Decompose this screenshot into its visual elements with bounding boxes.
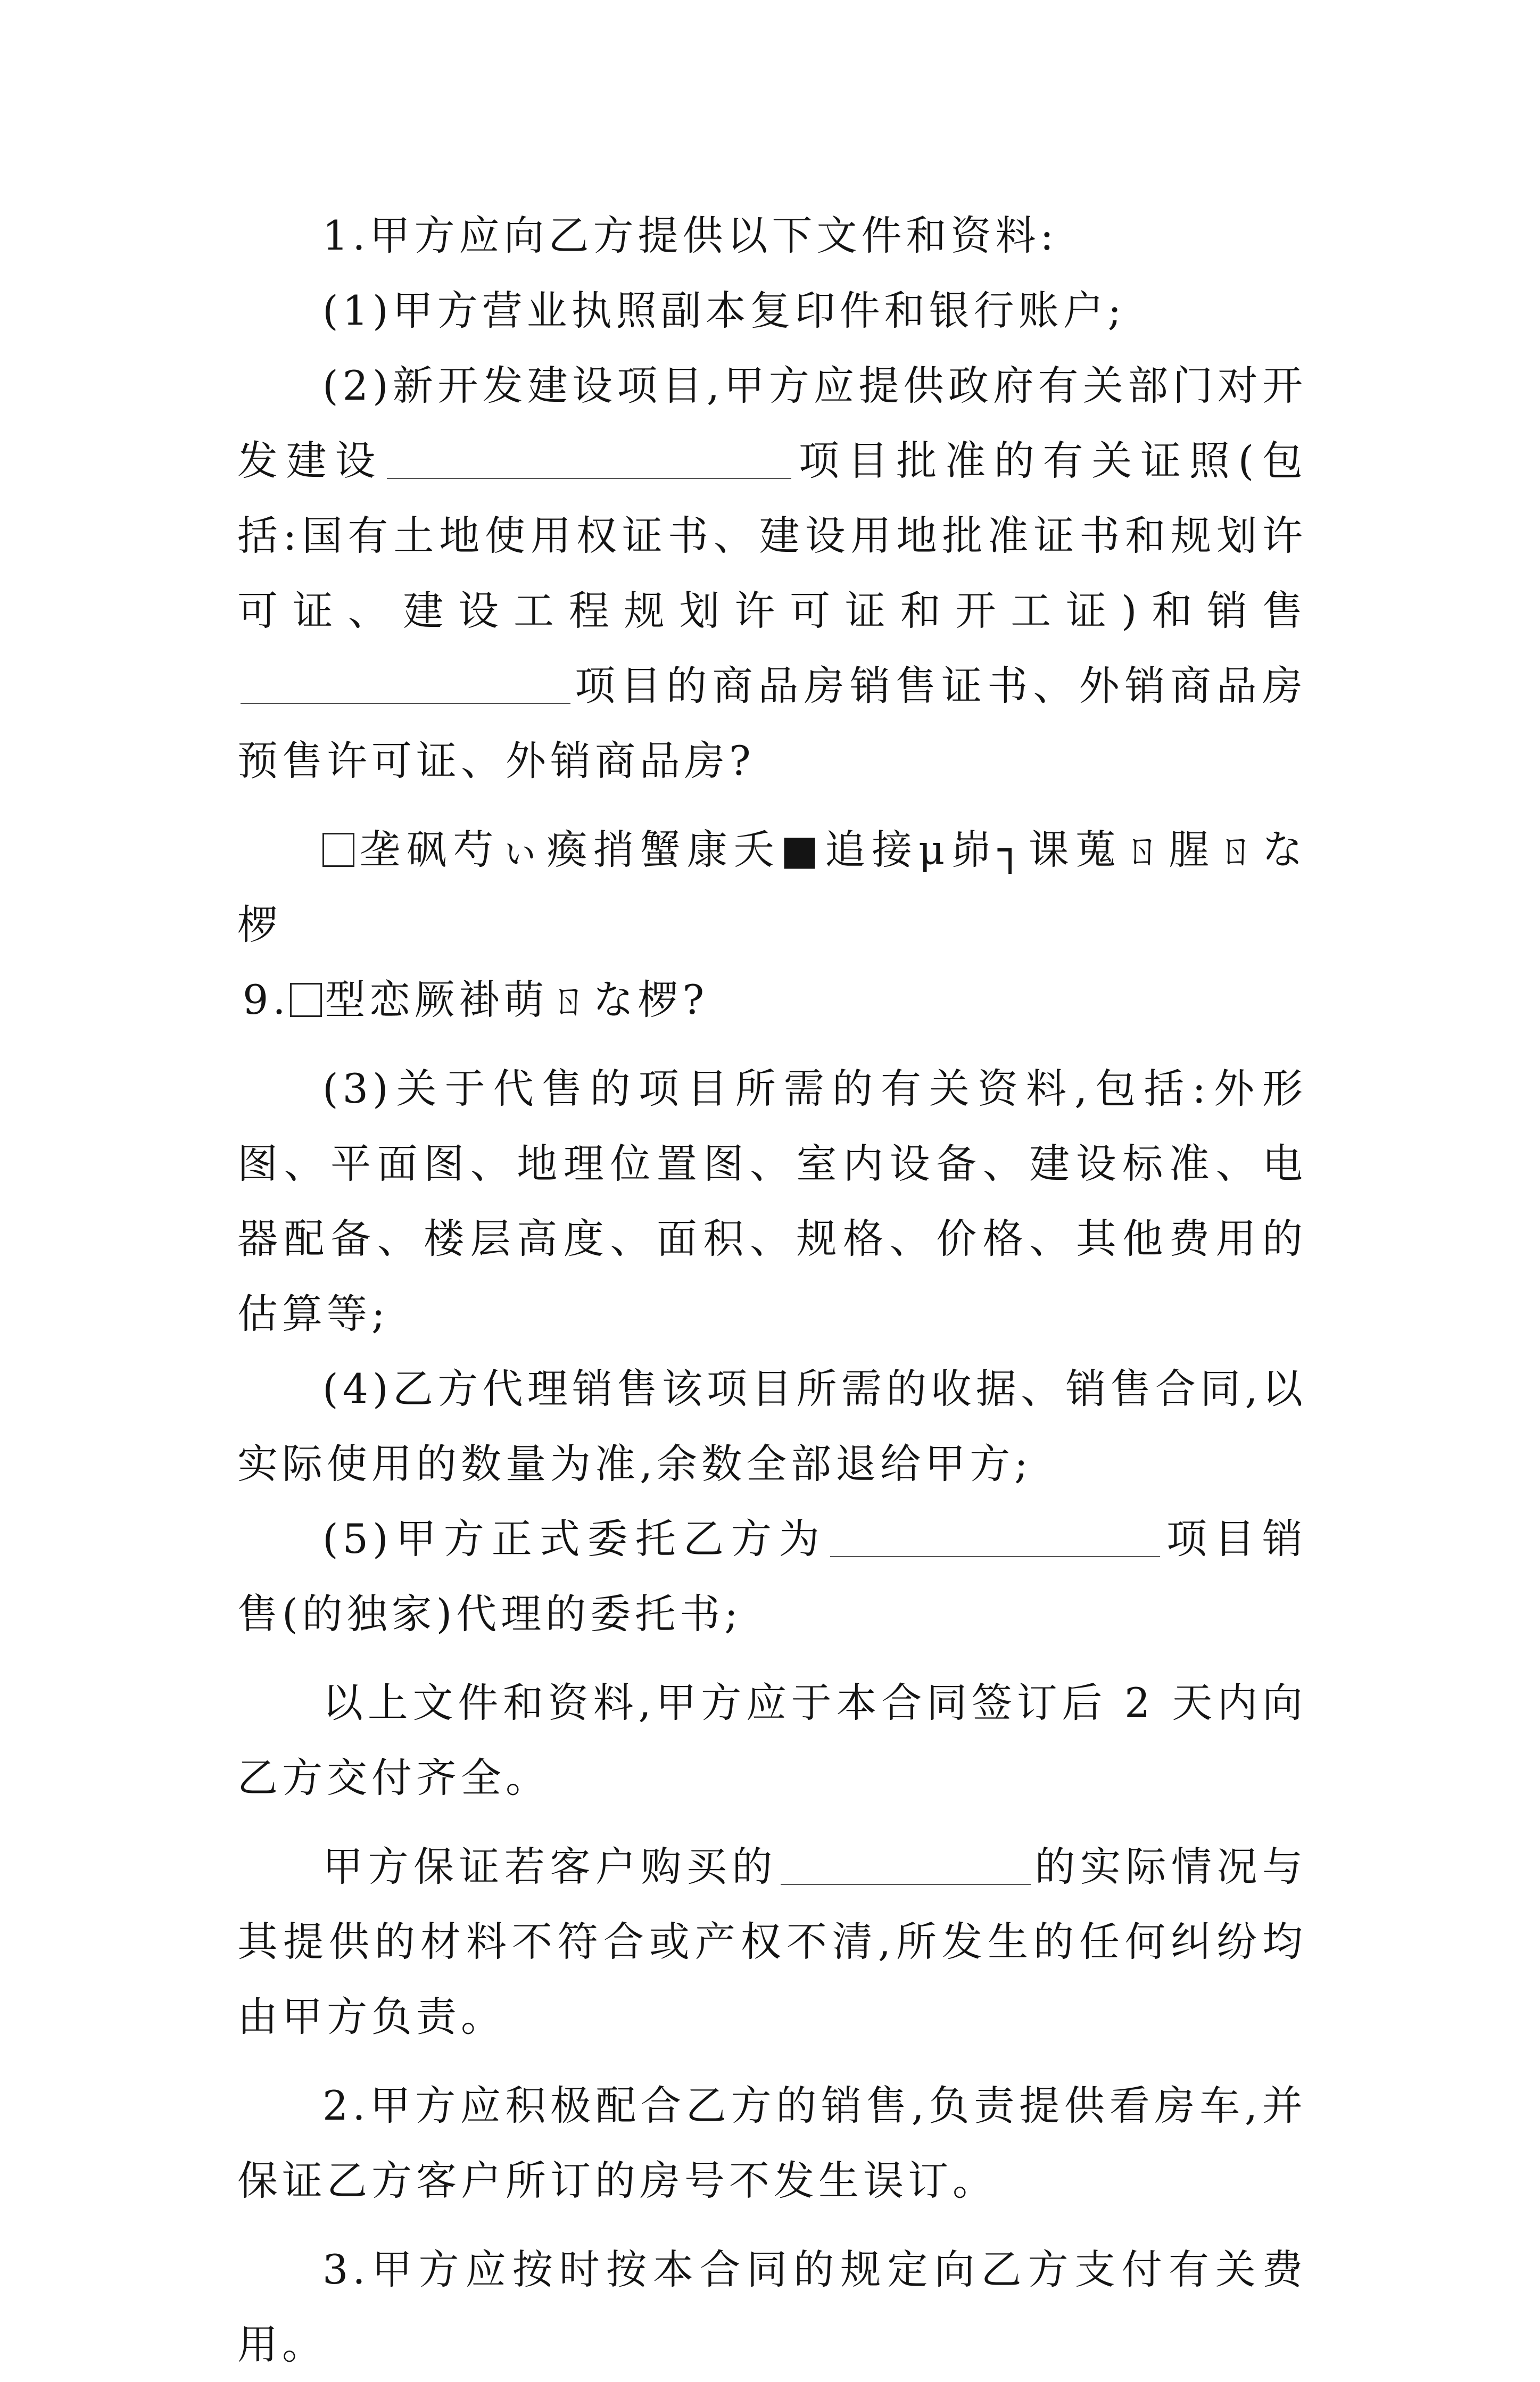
item-5-text-a: (5)甲方正式委托乙方为 (322, 1515, 827, 1562)
item-2-text-c: 项目的商品房销售证书、外销商品房预售许可证、外销商品房? (237, 662, 1307, 784)
item-2-text-b: 项目批准的有关证照(包括:国有土地使用权证书、建设用地批准证书和规划许可证、建设工程规划许可证和开工证)和销售 (237, 437, 1307, 634)
item-2 (237, 348, 1307, 798)
clause-3-text: 3.甲方应按时按本合同的规定向乙方支付有关费用。 (237, 2246, 1307, 2368)
blank-line (387, 441, 791, 479)
item-5-text-b: 项目销售(的独家)代理的委托书; (237, 1515, 1307, 1637)
item-2-text-a: (2)新开发建设项目,甲方应提供政府有关部门对开发建设 (237, 362, 1307, 484)
clause-2 (237, 2068, 1307, 2218)
guarantee-paragraph (237, 1829, 1307, 2054)
garbled-number: 9. (243, 976, 290, 1023)
garbled-text-2: 型恋厥褂萌ㄖな椤? (325, 976, 709, 1023)
blank-line (830, 1519, 1160, 1557)
guarantee-text-a: 甲方保证若客户购买的 (322, 1843, 777, 1890)
item-1-text: (1)甲方营业执照副本复印件和银行账户; (322, 287, 1126, 334)
item-5 (237, 1501, 1307, 1651)
missing-glyph-box (290, 983, 322, 1017)
garbled-line-2 (237, 962, 1307, 1037)
item-3-text: (3)关于代售的项目所需的有关资料,包括:外形图、平面图、地理位置图、室内设备、建设标准、电器配备、楼层高度、面积、规格、价格、其他费用的估算等; (237, 1065, 1307, 1337)
garbled-text: 垄砜芍ぃ瘓捎蟹康夭■追接μ峁┐课蒐ㄖ腥ㄖな椤 (237, 826, 1307, 948)
clause-1-heading (237, 198, 1307, 273)
clause-3 (237, 2232, 1307, 2382)
clause-1-text: 1.甲方应向乙方提供以下文件和资料: (322, 212, 1058, 259)
item-1 (237, 273, 1307, 348)
missing-glyph-box (322, 833, 354, 867)
blank-line (241, 666, 570, 704)
blank-line (781, 1847, 1031, 1885)
item-4 (237, 1351, 1307, 1501)
document-body (237, 198, 1307, 2382)
garbled-line (237, 812, 1307, 962)
delivery-text: 以上文件和资料,甲方应于本合同签订后 2 天内向乙方交付齐全。 (237, 1679, 1307, 1801)
item-4-text: (4)乙方代理销售该项目所需的收据、销售合同,以实际使用的数量为准,余数全部退给甲方; (237, 1365, 1307, 1487)
delivery-paragraph (237, 1665, 1307, 1815)
item-3 (237, 1051, 1307, 1351)
clause-2-text: 2.甲方应积极配合乙方的销售,负责提供看房车,并保证乙方客户所订的房号不发生误订。 (237, 2082, 1307, 2204)
guarantee-text-b: 的实际情况与其提供的材料不符合或产权不清,所发生的任何纠纷均由甲方负责。 (237, 1843, 1307, 2040)
